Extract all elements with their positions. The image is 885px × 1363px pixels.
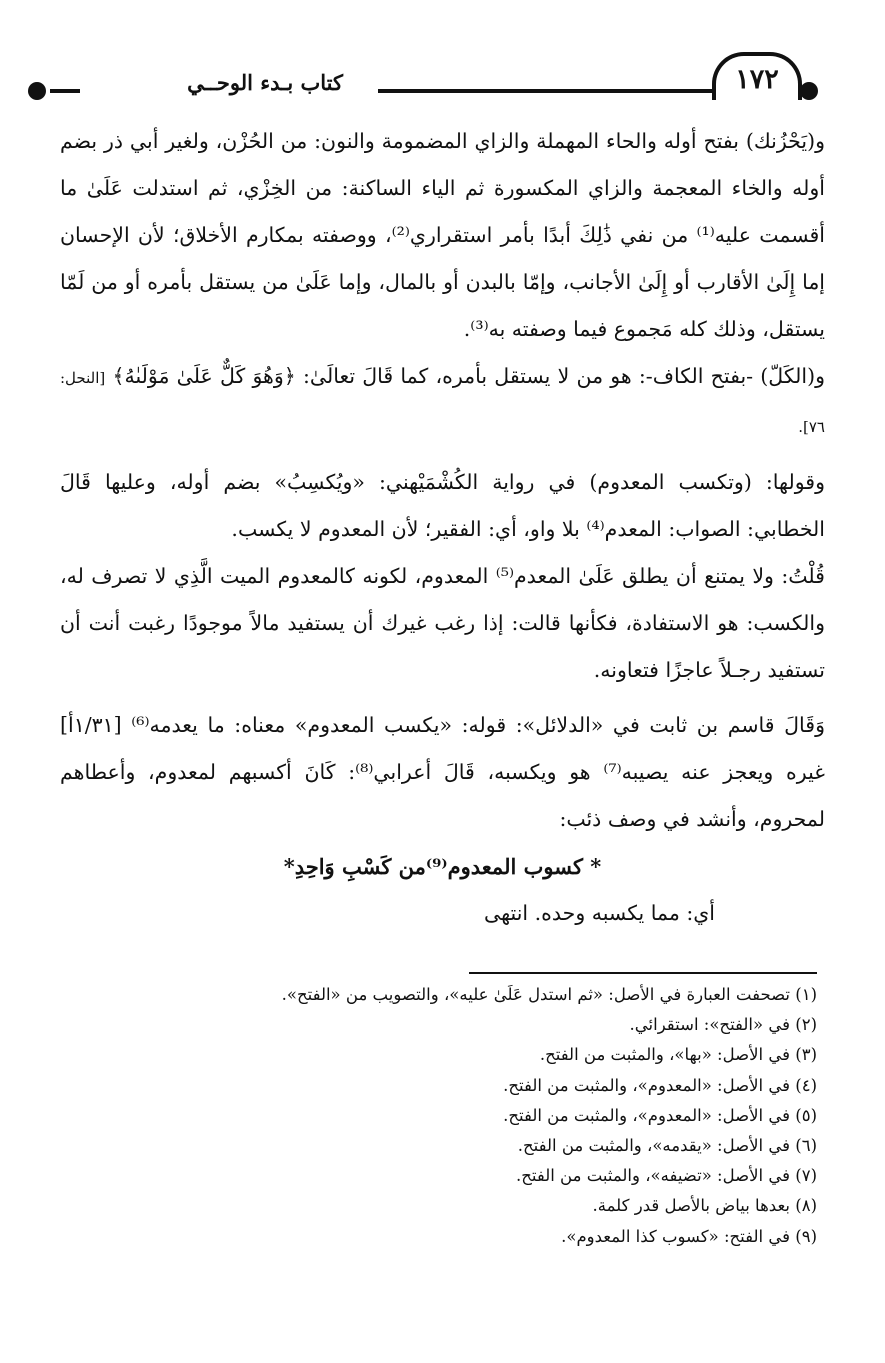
footnote: (٩) في الفتح: «كسوب كذا المعدوم». — [561, 1226, 817, 1246]
footnote: (٨) بعدها بياض بالأصل قدر كلمة. — [592, 1196, 817, 1216]
footnote: (٧) في الأصل: «تضيفه»، والمثبت من الفتح. — [515, 1166, 817, 1186]
paragraph — [60, 353, 825, 451]
header-rule-left — [50, 89, 80, 93]
paragraph: وقولها: (وتكسب المعدوم) في رواية الكُشْمَيْهني: «ويُكسِبُ» بضم أوله، وعليها قَالَ الخطابي: الصواب: المعدم⁽⁴⁾ بلا واو، أي: الفقير؛ لأن المعدوم لا يكسب. — [60, 470, 825, 541]
paragraph: قُلْتُ: ولا يمتنع أن يطلق عَلَىٰ المعدم⁽⁵⁾ المعدوم، لكونه كالمعدوم الميت الَّذِي لا تصرف له، والكسب: هو الاستفادة، فكأنها قالت: إذا رغب غيرك أن يستفيد مالاً موجودًا رغبت أنت أن تستفيد رجـلاً عاجزًا فتعاونه. — [60, 564, 825, 682]
footnote: (٥) في الأصل: «المعدوم»، والمثبت من الفتح. — [503, 1105, 817, 1125]
main-text — [60, 118, 825, 937]
paragraph: أي: مما يكسبه وحده. انتهى — [484, 901, 715, 925]
footnote: (٦) في الأصل: «يقدمه»، والمثبت من الفتح. — [517, 1136, 817, 1156]
footnote: (٣) في الأصل: «بها»، والمثبت من الفتح. — [539, 1045, 817, 1065]
paragraph: وَقَالَ قاسم بن ثابت في «الدلائل»: قوله: «يكسب المعدوم» معناه: ما يعدمه⁽⁶⁾ [١/٣١أ] غيره ويعجز عنه يصيبه⁽⁷⁾ هو ويكسبه، قَالَ أعرابي⁽⁸⁾: كَانَ أكسبهم لمعدوم، وأعطاهم لمحروم، وأنشد في وصف ذئب: — [60, 713, 825, 831]
page-header — [28, 52, 818, 112]
poetry-verse: * كسوب المعدوم⁽⁹⁾من كَسْبِ وَاحِدِ* — [283, 854, 602, 879]
footnote: (٢) في «الفتح»: استقرائي. — [629, 1015, 817, 1035]
paragraph: و(يَحْزُنك) بفتح أوله والحاء المهملة والزاي المضمومة والنون: من الحُزْن، ولغير أبي ذر بضم أوله والخاء المعجمة والزاي المكسورة ثم الياء الساكنة: من الخِزْي، ثم استدلت عَلَىٰ ما أقسمت عليه⁽¹⁾ من نفي ذَٰلِكَ أبدًا بأمر استقراري⁽²⁾، ووصفته بمكارم الأخلاق؛ لأن الإحسان إما إِلَىٰ الأقارب أو إِلَىٰ الأجانب، وإمّا بالبدن أو بالمال، وإما عَلَىٰ من يستقل بأمره أو من لَمّا يستقل، وذلك كله مَجموع فيما وصفته به⁽³⁾. — [60, 129, 825, 341]
quran-reference: [النحل: ٧٦]. — [60, 369, 825, 436]
running-title: كتاب بـدء الوحــي — [187, 70, 343, 95]
header-rule — [378, 89, 726, 93]
paragraph-text: و(الكَلّ) -بفتح الكاف-: هو من لا يستقل بأمره، كما قَالَ تعالَىٰ: ﴿وَهُوَ كَلٌّ عَلَىٰ مَوْلَىٰهُ﴾ — [112, 364, 825, 388]
header-dot-icon — [28, 82, 46, 100]
footnotes — [57, 980, 817, 1252]
footnote-divider — [469, 972, 817, 974]
footnote: (١) تصحفت العبارة في الأصل: «ثم استدل عَلَىٰ عليه»، والتصويب من «الفتح». — [281, 985, 817, 1004]
header-dot-icon — [800, 82, 818, 100]
footnote: (٤) في الأصل: «المعدوم»، والمثبت من الفتح. — [503, 1075, 817, 1095]
page-number: ١٧٢ — [712, 52, 802, 100]
